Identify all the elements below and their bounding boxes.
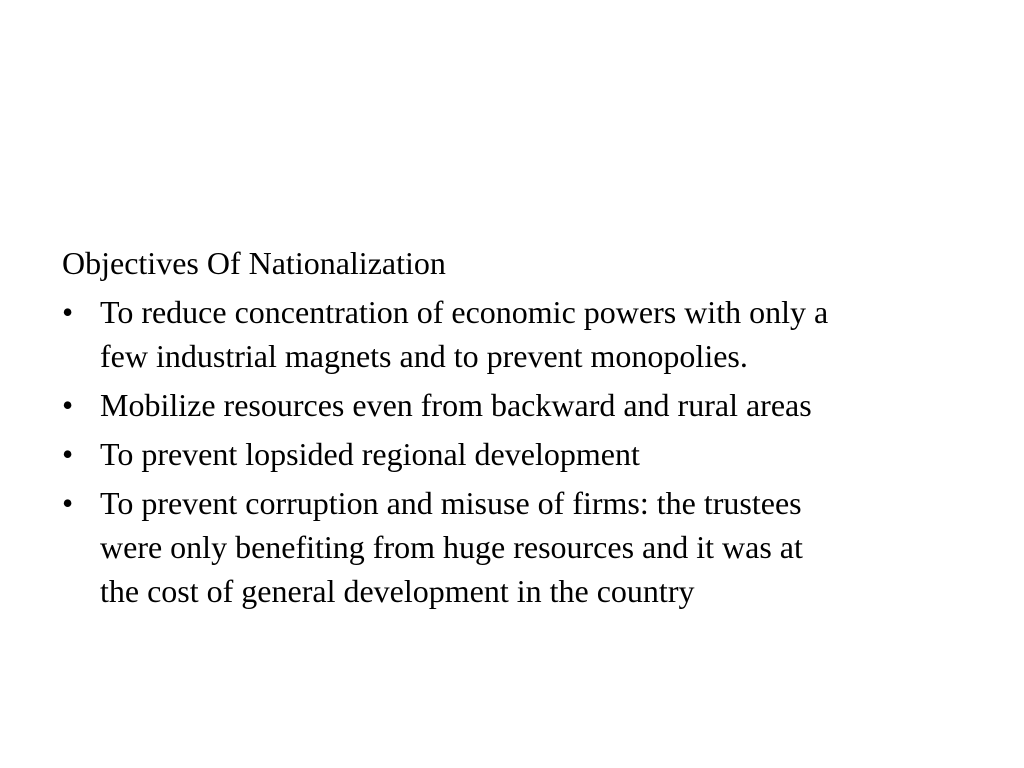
bullet-item bbox=[62, 383, 962, 427]
bullet-line: To prevent lopsided regional development bbox=[100, 436, 640, 472]
bullet-item bbox=[62, 290, 962, 378]
slide-content bbox=[62, 241, 962, 618]
bullet-line: the cost of general development in the country bbox=[100, 573, 695, 609]
bullet-glyph: • bbox=[62, 387, 74, 423]
bullet-item bbox=[62, 481, 962, 613]
bullet-line: To reduce concentration of economic powers with only a bbox=[100, 294, 829, 330]
bullet-glyph: • bbox=[62, 436, 74, 472]
bullet-list bbox=[62, 290, 962, 613]
bullet-line: few industrial magnets and to prevent monopolies. bbox=[100, 338, 748, 374]
slide-heading: Objectives Of Nationalization bbox=[62, 245, 446, 281]
bullet-glyph: • bbox=[62, 485, 74, 521]
bullet-line: were only benefiting from huge resources and it was at bbox=[100, 529, 803, 565]
bullet-line: To prevent corruption and misuse of firms: the trustees bbox=[100, 485, 802, 521]
bullet-glyph: • bbox=[62, 294, 74, 330]
bullet-item bbox=[62, 432, 962, 476]
bullet-line: Mobilize resources even from backward and rural areas bbox=[100, 387, 812, 423]
